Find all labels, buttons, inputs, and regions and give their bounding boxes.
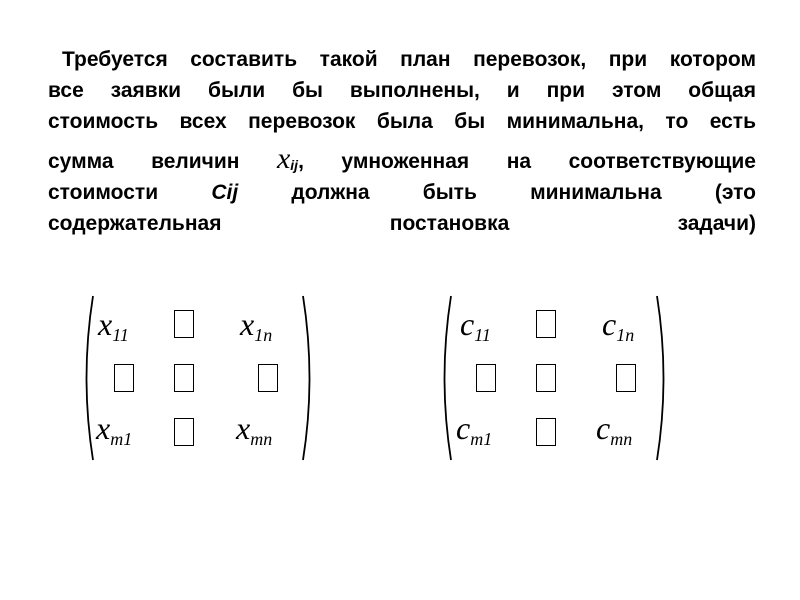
matrix-x-cell-m1: $x_{m1}$ (96, 410, 133, 449)
statement-line-2: все заявки были бы выполнены, и при этом общая (48, 79, 756, 102)
statement-line-1: Требуется составить такой план перевозок, при котором (62, 48, 756, 71)
matrix-c-cell-11: $c_{11}$ (460, 306, 491, 345)
matrix-x-placeholder-r3c2 (174, 418, 194, 446)
line-4-text-after: , умноженная на соответствующие (298, 150, 756, 173)
left-paren (436, 294, 454, 462)
matrix-x-placeholder-r2c2 (174, 364, 194, 392)
statement-line-5 (48, 177, 756, 208)
problem-statement (48, 44, 756, 239)
matrix-x-cell-mn: $x_{mn}$ (236, 410, 273, 449)
variable-x: x (276, 142, 291, 175)
matrix-c-placeholder-r2c3 (616, 364, 636, 392)
line-5-text-after: должна быть минимальна (это (291, 181, 756, 204)
line-4-text-before: сумма величин (48, 150, 240, 173)
matrix-x (78, 294, 318, 462)
matrix-c-placeholder-r3c2 (536, 418, 556, 446)
matrix-c-placeholder-r1c2 (536, 310, 556, 338)
matrix-c-cell-m1: $c_{m1}$ (456, 410, 493, 449)
line-6-word-3: задачи) (677, 212, 756, 235)
matrix-x-cell-1n: $x_{1n}$ (240, 306, 273, 345)
matrix-x-placeholder-r1c2 (174, 310, 194, 338)
matrix-c-cell-1n: $c_{1n}$ (602, 306, 635, 345)
statement-line-4 (48, 141, 756, 177)
matrix-c-cell-mn: $c_{mn}$ (596, 410, 633, 449)
statement-line-6 (48, 208, 756, 239)
matrix-x-placeholder-r2c3 (258, 364, 278, 392)
line-6-word-1: содержательная (48, 212, 222, 235)
variable-cij: Cij (211, 181, 239, 204)
line-5-text-before: стоимости (48, 181, 159, 204)
line-6-word-2: постановка (389, 212, 510, 235)
matrix-c (436, 294, 676, 462)
matrix-c-placeholder-r2c1 (476, 364, 496, 392)
variable-x-subscript: ij (290, 157, 299, 173)
statement-line-3: стоимость всех перевозок была бы минимальна, то есть (48, 110, 756, 133)
right-paren (300, 294, 318, 462)
matrix-c-placeholder-r2c2 (536, 364, 556, 392)
right-paren (654, 294, 672, 462)
matrix-x-placeholder-r2c1 (114, 364, 134, 392)
matrix-x-cell-11: $x_{11}$ (98, 306, 129, 345)
left-paren (78, 294, 96, 462)
